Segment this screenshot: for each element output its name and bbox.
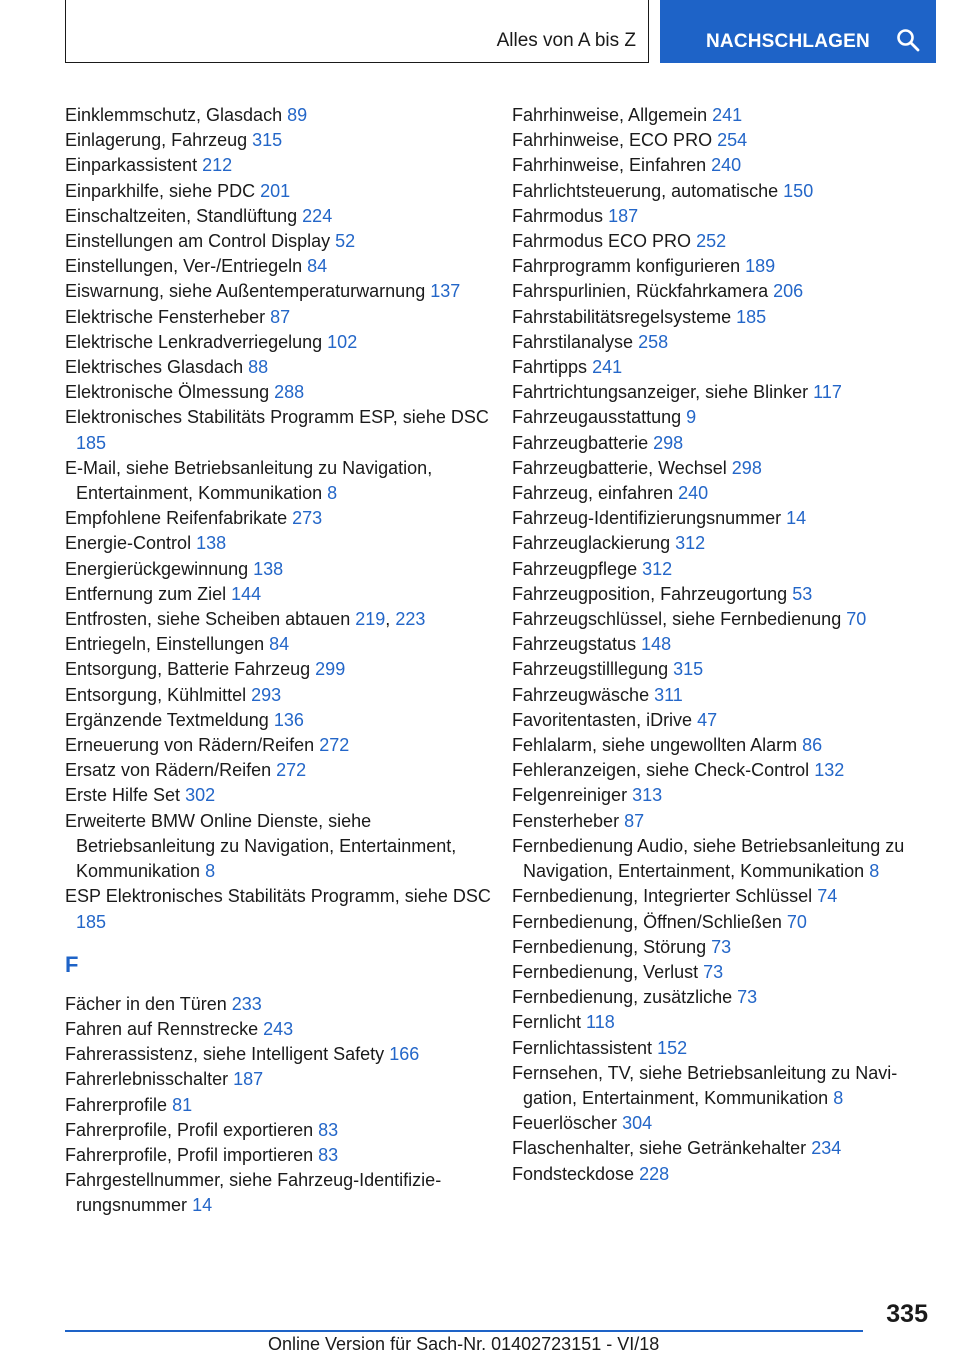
index-term: Elektronische Ölmessung [65,382,270,403]
index-entry [512,657,932,682]
index-term: Fahren auf Rennstrecke [65,1018,259,1039]
footer-divider [65,1330,863,1332]
index-entry [65,355,505,380]
index-term: Einschaltzeiten, Standlüftung [65,205,298,226]
index-entry [65,1093,505,1118]
page-reference-link[interactable]: 311 [654,684,683,705]
index-term: Fahrgestellnummer, siehe Fahrzeug-Identifizierungsnummer [65,1170,442,1216]
index-entry [65,992,505,1017]
index-entry [65,254,505,279]
page-reference-link[interactable]: 70 [786,911,807,932]
index-entry [512,128,932,153]
page-reference-link[interactable]: 87 [624,810,645,831]
index-term: Fernbedienung, Verlust [512,961,699,982]
index-term: Fahrzeugpflege [512,558,638,579]
page-reference-link[interactable]: 302 [185,785,216,806]
index-term: Fondsteckdose [512,1163,635,1184]
index-term: Fahrspurlinien, Rückfahrkamera [512,281,769,302]
page-reference-link[interactable]: 185 [76,432,107,453]
index-list-f [65,992,505,1219]
index-term: Entfrosten, siehe Scheiben abtauen [65,609,351,630]
index-term: Fahrerprofile [65,1094,168,1115]
page-reference-link[interactable]: 288 [274,382,305,403]
index-entry [512,330,932,355]
index-term: Entsorgung, Batterie Fahrzeug [65,659,311,680]
page-reference-link[interactable]: 102 [327,331,358,352]
index-term: Elektrische Lenkradverriegelung [65,331,323,352]
page-reference-link[interactable]: 312 [675,533,706,554]
index-term: Fahrzeugschlüssel, siehe Fernbedienung [512,609,842,630]
page-reference-link[interactable]: 243 [263,1018,294,1039]
index-entry [65,456,505,506]
page-reference-link[interactable]: 201 [260,180,291,201]
index-term: Elektronisches Stabilitäts Programm ESP, siehe DSC [65,407,489,428]
index-term: Einparkhilfe, siehe PDC [65,180,256,201]
index-entry [65,153,505,178]
index-entry [512,607,932,632]
page-reference-link[interactable]: 219 [355,609,386,630]
index-entry [65,531,505,556]
index-term: E-Mail, siehe Betriebsanleitung zu Navigation, Entertainment, Kommunikation [65,457,433,504]
index-entry [512,179,932,204]
page-number: 335 [886,1300,928,1328]
nav-reference-button[interactable] [660,0,936,63]
index-term: Fahrmodus ECO PRO [512,231,692,252]
page-reference-link[interactable]: 293 [251,684,282,705]
page-reference-link[interactable]: 84 [307,256,328,277]
index-entry [65,1042,505,1067]
index-term: Erweiterte BMW Online Dienste, siehe Betriebsanleitung zu Navigation, Entertainment, Kommunikation [65,810,457,882]
index-term: Entriegeln, Einstellungen [65,634,265,655]
page-reference-link[interactable]: 241 [712,105,743,125]
index-entry [65,229,505,254]
index-term: Fahrzeugausstattung [512,407,682,428]
index-term: Einparkassistent [65,155,198,176]
page-reference-link[interactable]: 313 [632,785,663,806]
page-reference-link[interactable]: 252 [696,231,727,252]
index-term: Fahrhinweise, ECO PRO [512,130,713,151]
index-entry [512,1010,932,1035]
index-entry [65,683,505,708]
page-reference-link[interactable]: 74 [817,886,838,907]
index-term: Fernbedienung Audio, siehe Betriebsanleitung zu Navigation, Entertainment, Kommunikation [512,835,905,882]
index-term: Fahrerprofile, Profil importieren [65,1144,314,1165]
index-entry [512,1111,932,1136]
index-term: Fahrhinweise, Allgemein [512,105,708,125]
page-reference-link[interactable]: 224 [302,205,333,226]
page-reference-link[interactable]: 9 [686,407,697,428]
index-term: Fahrlichtsteuerung, automatische [512,180,779,201]
page-reference-link[interactable]: 83 [318,1119,339,1140]
index-term: ESP Elektronisches Stabilitäts Programm, siehe DSC [65,886,491,907]
index-entry: Entfrosten, siehe Scheiben abtauen 219, 223 [65,609,426,630]
page-reference-link[interactable]: 185 [736,306,767,327]
index-entry [512,456,932,481]
index-entry [512,783,932,808]
page-reference-link[interactable]: 228 [639,1163,670,1184]
index-term: Fehlalarm, siehe ungewollten Alarm [512,735,798,756]
page-reference-link[interactable]: 84 [269,634,290,655]
page-reference-link[interactable]: 138 [196,533,227,554]
index-entry [65,1143,505,1168]
page-reference-link[interactable]: 73 [703,961,724,982]
index-entry [512,809,932,834]
page-reference-link[interactable]: 152 [657,1037,688,1058]
page-reference-link[interactable]: 166 [389,1044,420,1065]
index-entry [512,1162,932,1187]
index-entry [65,128,505,153]
page-reference-link[interactable]: 212 [202,155,233,176]
index-entry [512,531,932,556]
page-reference-link[interactable]: 187 [233,1069,264,1090]
page-reference-link[interactable]: 240 [678,483,709,504]
index-entry [65,1017,505,1042]
page-reference-link[interactable]: 88 [248,357,269,378]
index-entry [65,1067,505,1092]
index-entry [512,305,932,330]
page-reference-link[interactable]: 273 [292,508,323,529]
index-entry [512,884,932,909]
index-entry [512,985,932,1010]
index-entry [512,733,932,758]
index-term: Fernbedienung, Störung [512,936,707,957]
index-term: Fahrerassistenz, siehe Intelligent Safety [65,1044,385,1065]
page-reference-link[interactable]: 132 [814,760,845,781]
index-entry [512,355,932,380]
index-entry [512,1136,932,1161]
index-term: Fernlicht [512,1012,582,1033]
index-entry [65,380,505,405]
index-term: Fächer in den Türen [65,993,227,1014]
page-reference-link[interactable]: 150 [783,180,814,201]
index-entry [512,960,932,985]
index-term: Entsorgung, Kühlmittel [65,684,247,705]
index-term: Fahrzeugbatterie [512,432,649,453]
page-reference-link[interactable]: 52 [335,231,356,252]
index-entry [512,405,932,430]
page-reference-link[interactable]: 234 [811,1138,842,1159]
index-entry [65,783,505,808]
index-entry [512,1036,932,1061]
index-term: Fernbedienung, Öffnen/Schließen [512,911,782,932]
index-term: Fahrzeugstilllegung [512,659,669,680]
index-term: Fahrtrichtungsanzeiger, siehe Blinker [512,382,809,403]
index-term: Fahrzeugposition, Fahrzeugortung [512,583,788,604]
index-term: Empfohlene Reifenfabrikate [65,508,288,529]
index-term: Einstellungen am Control Display [65,231,331,252]
index-entry [512,557,932,582]
index-term: Fahrtipps [512,357,588,378]
index-entry [65,758,505,783]
index-entry [512,708,932,733]
index-term: Entfernung zum Ziel [65,583,227,604]
index-term: Fahrzeugstatus [512,634,637,655]
index-term: Fahrzeugbatterie, Wechsel [512,457,727,478]
index-entry [512,506,932,531]
page-reference-link[interactable]: 144 [231,583,262,604]
index-entry [65,305,505,330]
index-entry [65,557,505,582]
index-entry [65,279,505,304]
index-column-right [512,103,932,1187]
index-entry [65,657,505,682]
index-entry [512,380,932,405]
index-entry [512,935,932,960]
section-tab[interactable] [65,0,649,63]
page-reference-link[interactable]: 86 [802,735,823,756]
page-reference-link[interactable]: 137 [430,281,461,302]
index-term: Einstellungen, Ver-/Entriegeln [65,256,303,277]
index-entry [65,733,505,758]
index-term: Eiswarnung, siehe Außentemperaturwarnung [65,281,426,302]
index-term: Fahrerprofile, Profil exportieren [65,1119,314,1140]
page-reference-link[interactable]: 14 [786,508,807,529]
page-reference-link[interactable]: 8 [869,861,880,882]
page-reference-link[interactable]: 233 [231,993,262,1014]
index-column-left [65,103,505,1219]
section-letter: F [65,951,79,977]
index-term: Einlagerung, Fahrzeug [65,130,248,151]
index-entry [65,1118,505,1143]
nav-reference-label: NACHSCHLAGEN [706,31,870,52]
index-term: Elektrische Fensterheber [65,306,266,327]
index-term: Fahrmodus [512,205,604,226]
page-reference-link[interactable]: 53 [792,583,813,604]
page-reference-link[interactable]: 304 [622,1113,653,1134]
index-entry [65,884,505,934]
page-reference-link[interactable]: 223 [395,609,426,630]
index-term: Erste Hilfe Set [65,785,181,806]
index-entry [65,582,505,607]
index-term: Energierückgewinnung [65,558,249,579]
index-term: Ergänzende Textmeldung [65,709,269,730]
page-reference-link[interactable]: 47 [697,709,718,730]
page-reference-link[interactable]: 315 [252,130,283,151]
page-reference-link[interactable]: 8 [327,483,338,504]
index-entry [512,481,932,506]
index-term: Fahrstilanalyse [512,331,634,352]
index-list-f-continued [512,103,932,1187]
index-term: Fehleranzeigen, siehe Check-Control [512,760,810,781]
page-reference-link[interactable]: 83 [318,1144,339,1165]
index-term: Fahrzeug, einfahren [512,483,674,504]
index-entry [65,204,505,229]
index-entry [512,254,932,279]
page-reference-link[interactable]: 87 [270,306,291,327]
page-reference-link[interactable]: 8 [205,861,216,882]
section-title: Alles von A bis Z [496,30,636,51]
index-term: Fahrprogramm konfigurieren [512,256,741,277]
page-reference-link[interactable]: 89 [287,105,308,125]
index-term: Fernlichtassistent [512,1037,653,1058]
index-term: Feuerlöscher [512,1113,618,1134]
index-entry [65,103,505,128]
page-reference-link[interactable]: 299 [315,659,346,680]
page-reference-link[interactable]: 298 [653,432,684,453]
index-term: Fernbedienung, Integrierter Schlüssel [512,886,813,907]
page-reference-link[interactable]: 272 [276,760,307,781]
index-entry [512,153,932,178]
index-entry [65,632,505,657]
page-reference-link[interactable]: 254 [717,130,748,151]
page-reference-link[interactable]: 185 [76,911,107,932]
index-term: Fahrstabilitätsregelsysteme [512,306,732,327]
footer-version-text: Online Version für Sach-Nr. 01402723151 - VI/18 [268,1334,660,1354]
index-entry [512,431,932,456]
page-reference-link[interactable]: 272 [319,735,350,756]
page-reference-link[interactable]: 240 [711,155,742,176]
index-entry [65,179,505,204]
index-term: Fahrzeuglackierung [512,533,671,554]
index-term: Favoritentasten, iDrive [512,709,693,730]
page-reference-link[interactable]: 70 [846,609,867,630]
index-entry [65,405,505,455]
index-term: Fernsehen, TV, siehe Betriebsanleitung zu Navigation, Entertainment, Kommunikation [512,1062,898,1108]
index-term: Erneuerung von Rädern/Reifen [65,735,315,756]
index-entry [512,910,932,935]
page-reference-link[interactable]: 298 [731,457,762,478]
index-term: Ersatz von Rädern/Reifen [65,760,272,781]
index-term: Felgenreiniger [512,785,628,806]
index-term: Einklemmschutz, Glasdach [65,105,283,125]
page-reference-link[interactable]: 258 [638,331,669,352]
page-reference-link[interactable]: 117 [813,382,842,403]
index-entry [512,632,932,657]
page-reference-link[interactable]: 148 [641,634,672,655]
index-entry [65,1168,505,1218]
index-term: Fensterheber [512,810,620,831]
page-reference-link[interactable]: 73 [711,936,732,957]
index-term: Flaschenhalter, siehe Getränkehalter [512,1138,807,1159]
index-entry [512,683,932,708]
page-reference-link[interactable]: 312 [642,558,673,579]
index-entry [512,582,932,607]
page-reference-link[interactable]: 241 [592,357,623,378]
page-reference-link[interactable]: 14 [192,1195,213,1216]
index-term: Energie-Control [65,533,192,554]
page-reference-link[interactable]: 118 [586,1012,615,1033]
index-term: Fahrzeug-Identifizierungsnummer [512,508,782,529]
page-reference-link[interactable]: 206 [773,281,804,302]
index-entry [512,758,932,783]
page-reference-link[interactable]: 8 [833,1087,844,1108]
search-icon[interactable] [896,28,920,52]
index-term: Fahrzeugwäsche [512,684,650,705]
page-reference-link[interactable]: 315 [673,659,704,680]
index-entry [512,103,932,128]
index-entry [512,229,932,254]
page-reference-link[interactable]: 136 [273,709,304,730]
index-entry [512,279,932,304]
page-reference-link[interactable]: 189 [745,256,776,277]
index-entry [65,506,505,531]
index-term: Fahrhinweise, Einfahren [512,155,707,176]
page-reference-link[interactable]: 138 [253,558,284,579]
index-term: Elektrisches Glasdach [65,357,244,378]
index-term: Fahrerlebnisschalter [65,1069,229,1090]
page-reference-link[interactable]: 73 [737,987,758,1008]
index-list-e [65,103,505,935]
index-entry [512,204,932,229]
page-reference-link[interactable]: 187 [608,205,639,226]
index-entry [65,330,505,355]
index-term: Fernbedienung, zusätzliche [512,987,733,1008]
index-entry [65,809,505,885]
index-entry [512,834,932,884]
index-entry [65,708,505,733]
page-reference-link[interactable]: 81 [172,1094,193,1115]
index-entry [512,1061,932,1111]
